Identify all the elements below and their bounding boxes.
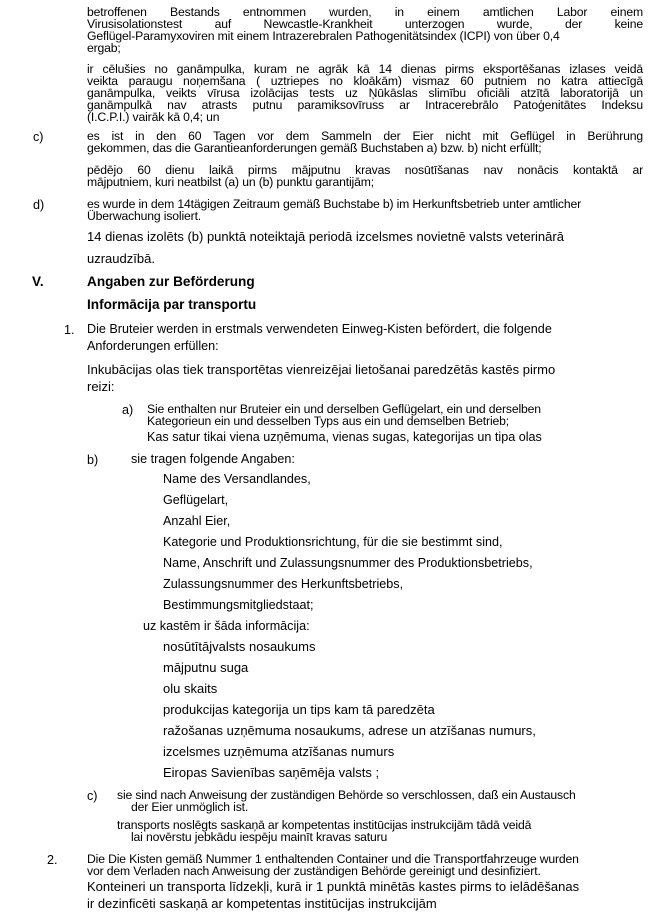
text-line: ganāmpulka, veikts vīrusa izolācijas tests uz Ņūkāslas slimību oficiāli atzītā laboratorijā un bbox=[87, 86, 643, 100]
item-label-c: c) bbox=[33, 130, 44, 144]
text-line: pēdējo 60 dienu laikā pirms mājputnu kravas nosūtīšanas nav nonācis kontaktā ar bbox=[87, 163, 643, 177]
text-line: es ist in den 60 Tagen vor dem Sammeln der Eier nicht mit Geflügel in Berührung bbox=[87, 129, 643, 143]
text-line: ir dezinficēti saskaņā ar kompetentas institūcijas instrukcijām bbox=[87, 896, 437, 911]
sub-label-b: b) bbox=[87, 453, 99, 467]
text-line: Inkubācijas olas tiek transportētas vienreizējai lietošanai paredzētās kastēs pirmo bbox=[87, 362, 556, 377]
text-line: transports noslēgts saskaņā ar kompetentas institūcijas instrukcijām tādā veidā bbox=[117, 818, 532, 832]
sub-label-c: c) bbox=[87, 789, 98, 803]
text-line: Konteineri un transporta līdzekļi, kurā ir 1 punktā minētās kastes pirms to ielādēšanas bbox=[87, 879, 580, 894]
text-line: sie tragen folgende Angaben: bbox=[131, 452, 295, 466]
list-item: Zulassungsnummer des Herkunftsbetriebs, bbox=[163, 577, 404, 591]
list-item: olu skaits bbox=[163, 681, 218, 696]
list-item: nosūtītājvalsts nosaukums bbox=[163, 639, 316, 654]
text-line: Anforderungen erfüllen: bbox=[87, 339, 219, 353]
list-item: mājputnu suga bbox=[163, 660, 249, 675]
text-line: Kas satur tikai viena uzņēmuma, vienas sugas, kategorijas un tipa olas bbox=[147, 430, 542, 444]
text-line: uz kastēm ir šāda informācija: bbox=[143, 619, 310, 633]
text-line: Virusisolationstest auf Newcastle-Krankheit unterzogen wurde, der keine bbox=[87, 17, 643, 31]
text-line: ganāmpulkā nav atrasts putnu paramiksovīruss ar Intracerebrālo Patoģenitātes Indeksu bbox=[87, 98, 643, 112]
list-item: Eiropas Savienības saņēmēja valsts ; bbox=[163, 765, 380, 780]
item-label-d: d) bbox=[33, 198, 45, 212]
text-line: der Eier unmöglich ist. bbox=[131, 800, 249, 814]
text-line: es wurde in dem 14tägigen Zeitraum gemäß Buchstabe b) im Herkunftsbetrieb unter amtlicher bbox=[87, 197, 582, 211]
text-line: mājputniem, kuri neatbilst (a) un (b) punktu garantijām; bbox=[87, 175, 374, 189]
text-line: uzraudzībā. bbox=[87, 251, 155, 266]
list-item: Kategorie und Produktionsrichtung, für die sie bestimmt sind, bbox=[163, 535, 503, 549]
list-item: Bestimmungsmitgliedstaat; bbox=[163, 598, 314, 612]
section-title-lv: Informācija par transportu bbox=[87, 297, 257, 312]
text-line: gekommen, das die Garantieanforderungen gemäß Buchstaben a) bzw. b) nicht erfüllt; bbox=[87, 141, 542, 155]
text-line: veikta paraugu noņemšana ( uztriepes no kloākām) vismaz 60 putniem no katra attiecīgā bbox=[87, 74, 643, 88]
list-item: produkcijas kategorija un tips kam tā paredzēta bbox=[163, 702, 435, 717]
text-line: Überwachung isoliert. bbox=[87, 209, 202, 223]
text-line: Geflügel-Paramyxoviren mit einem Intrazerebralen Pathogenitätsindex (ICPI) von über 0,4 bbox=[87, 29, 560, 43]
text-line: 14 dienas izolēts (b) punktā noteiktajā periodā izcelsmes novietnē valsts veterinārā bbox=[87, 229, 564, 244]
text-line: Kategorieun ein und desselben Typs aus ein und demselben Betrieb; bbox=[147, 414, 510, 428]
section-title-de: Angaben zur Beförderung bbox=[87, 274, 255, 289]
text-line: Sie enthalten nur Bruteier ein und derselben Geflügelart, ein und derselben bbox=[147, 402, 541, 416]
list-item: Anzahl Eier, bbox=[163, 514, 231, 528]
text-line: sie sind nach Anweisung der zuständigen Behörde so verschlossen, daß ein Austausch bbox=[117, 788, 576, 802]
text-line: reizi: bbox=[87, 379, 115, 394]
text-line: ergab; bbox=[87, 41, 121, 55]
text-line: ir cēlušies no ganāmpulka, kuram ne agrāk kā 14 dienas pirms eksportēšanas izlases veidā bbox=[87, 62, 643, 76]
item-number-2: 2. bbox=[47, 853, 58, 867]
list-item: Name, Anschrift und Zulassungsnummer des Produktionsbetriebs, bbox=[163, 556, 533, 570]
section-number: V. bbox=[32, 274, 44, 289]
list-item: Name des Versandlandes, bbox=[163, 472, 311, 486]
list-item: ražošanas uzņēmuma nosaukums, adrese un atzīšanas numurs, bbox=[163, 723, 536, 738]
list-item: izcelsmes uzņēmuma atzīšanas numurs bbox=[163, 744, 395, 759]
item-number-1: 1. bbox=[64, 323, 75, 337]
text-line: (I.C.P.I.) vairāk kā 0,4; un bbox=[87, 110, 220, 124]
text-line: vor dem Verladen nach Anweisung der zuständigen Behörde gereinigt und desinfiziert. bbox=[87, 864, 541, 878]
text-line: betroffenen Bestands entnommen wurden, in einem amtlichen Labor einem bbox=[87, 5, 643, 19]
list-item: Geflügelart, bbox=[163, 493, 229, 507]
text-line: Die Bruteier werden in erstmals verwendeten Einweg-Kisten befördert, die folgende bbox=[87, 322, 552, 336]
text-line: Die Die Kisten gemäß Nummer 1 enthaltenden Container und die Transportfahrzeuge wurden bbox=[87, 852, 579, 866]
sub-label-a: a) bbox=[122, 403, 134, 417]
text-line: lai novērstu jebkādu iespēju mainīt kravas saturu bbox=[131, 830, 388, 844]
